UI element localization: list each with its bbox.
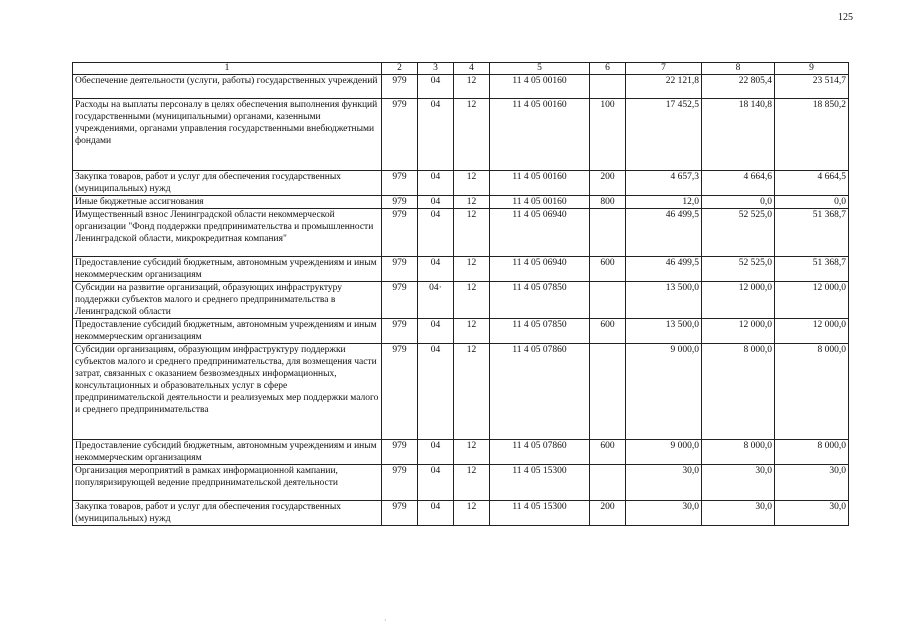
row-name-cell: Имущественный взнос Ленинградской области некоммерческой организации "Фонд поддержки предпринимательства и промышленности Ленинградской области, микрокредитная компания" [73,209,382,257]
column-header: 6 [590,63,626,75]
column-header: 4 [454,63,490,75]
value-col7-cell: 9 000,0 [626,440,702,465]
expense-type-cell: 200 [590,171,626,196]
value-col7-cell: 46 499,5 [626,209,702,257]
row-name-cell: Обеспечение деятельности (услуги, работы) государственных учреждений [73,75,382,99]
value-col8-cell: 0,0 [702,196,775,209]
value-col8-cell: 30,0 [702,465,775,501]
subsection-cell: 12 [454,465,490,501]
row-name-cell: Расходы на выплаты персоналу в целях обеспечения выполнения функций государственными (муниципальными) органами, казенными учреждениями, органами управления государственными внебюджетными фондами [73,99,382,171]
table-row [73,319,849,344]
value-col9-cell: 30,0 [775,465,849,501]
target-article-cell: 11 4 05 00160 [490,99,590,171]
admin-code-cell: 979 [382,501,418,526]
expense-type-cell [590,209,626,257]
section-cell: 04 [418,99,454,171]
target-article-cell: 11 4 05 00160 [490,171,590,196]
column-header: 8 [702,63,775,75]
row-name-cell: Организация мероприятий в рамках информационной кампании, популяризирующей ведение предпринимательской деятельности [73,465,382,501]
row-name-cell: Предоставление субсидий бюджетным, автономным учреждениям и иным некоммерческим организациям [73,440,382,465]
value-col9-cell: 8 000,0 [775,440,849,465]
admin-code-cell: 979 [382,196,418,209]
footer-mark: · [384,616,387,625]
value-col8-cell: 8 000,0 [702,344,775,440]
admin-code-cell: 979 [382,440,418,465]
value-col9-cell: 4 664,5 [775,171,849,196]
value-col9-cell: 0,0 [775,196,849,209]
admin-code-cell: 979 [382,282,418,319]
value-col8-cell: 4 664,6 [702,171,775,196]
admin-code-cell: 979 [382,344,418,440]
section-cell: 04 [418,171,454,196]
table-row [73,440,849,465]
value-col8-cell: 18 140,8 [702,99,775,171]
expense-type-cell: 600 [590,257,626,282]
expense-type-cell: 200 [590,501,626,526]
expense-type-cell: 100 [590,99,626,171]
expense-type-cell [590,465,626,501]
column-header: 2 [382,63,418,75]
table-row [73,196,849,209]
target-article-cell: 11 4 05 07850 [490,282,590,319]
target-article-cell: 11 4 05 07850 [490,319,590,344]
value-col9-cell: 8 000,0 [775,344,849,440]
section-cell: 04 [418,319,454,344]
table-row [73,171,849,196]
value-col8-cell: 12 000,0 [702,282,775,319]
page-number: 125 [838,12,853,23]
subsection-cell: 12 [454,209,490,257]
admin-code-cell: 979 [382,465,418,501]
column-header: 1 [73,63,382,75]
subsection-cell: 12 [454,196,490,209]
section-cell: 04 [418,209,454,257]
section-cell: 04 [418,196,454,209]
row-name-cell: Предоставление субсидий бюджетным, автономным учреждениям и иным некоммерческим организациям [73,319,382,344]
value-col9-cell: 23 514,7 [775,75,849,99]
table-row [73,75,849,99]
value-col7-cell: 17 452,5 [626,99,702,171]
target-article-cell: 11 4 05 15300 [490,465,590,501]
row-name-cell: Иные бюджетные ассигнования [73,196,382,209]
section-cell: 04· [418,282,454,319]
admin-code-cell: 979 [382,99,418,171]
row-name-cell: Субсидии на развитие организаций, образующих инфраструктуру поддержки субъектов малого и среднего предпринимательства в Ленинградской области [73,282,382,319]
row-name-cell: Закупка товаров, работ и услуг для обеспечения государственных (муниципальных) нужд [73,171,382,196]
column-header: 9 [775,63,849,75]
table-row [73,99,849,171]
admin-code-cell: 979 [382,171,418,196]
value-col7-cell: 12,0 [626,196,702,209]
row-name-cell: Закупка товаров, работ и услуг для обеспечения государственных (муниципальных) нужд [73,501,382,526]
value-col8-cell: 12 000,0 [702,319,775,344]
target-article-cell: 11 4 05 00160 [490,196,590,209]
value-col9-cell: 51 368,7 [775,209,849,257]
value-col8-cell: 8 000,0 [702,440,775,465]
column-header: 5 [490,63,590,75]
subsection-cell: 12 [454,440,490,465]
header-row [73,63,849,75]
value-col7-cell: 4 657,3 [626,171,702,196]
admin-code-cell: 979 [382,257,418,282]
column-header: 3 [418,63,454,75]
target-article-cell: 11 4 05 07860 [490,344,590,440]
table-row [73,465,849,501]
value-col8-cell: 52 525,0 [702,257,775,282]
value-col7-cell: 22 121,8 [626,75,702,99]
value-col7-cell: 9 000,0 [626,344,702,440]
admin-code-cell: 979 [382,209,418,257]
subsection-cell: 12 [454,344,490,440]
table-row [73,501,849,526]
subsection-cell: 12 [454,501,490,526]
value-col9-cell: 51 368,7 [775,257,849,282]
section-cell: 04 [418,344,454,440]
target-article-cell: 11 4 05 15300 [490,501,590,526]
value-col9-cell: 12 000,0 [775,282,849,319]
expense-type-cell: 600 [590,319,626,344]
table-row [73,257,849,282]
table-row [73,344,849,440]
section-cell: 04 [418,440,454,465]
section-cell: 04 [418,257,454,282]
expense-type-cell: 800 [590,196,626,209]
expense-type-cell [590,282,626,319]
subsection-cell: 12 [454,75,490,99]
table-row [73,209,849,257]
value-col7-cell: 30,0 [626,501,702,526]
value-col8-cell: 52 525,0 [702,209,775,257]
subsection-cell: 12 [454,171,490,196]
admin-code-cell: 979 [382,75,418,99]
row-name-cell: Субсидии организациям, образующим инфраструктуру поддержки субъектов малого и среднего предпринимательства, для возмещения части затрат, связанных с оказанием безвозмездных информационных, консультационных и образовательных услуг в сфере предпринимательской деятельности и реализуемых мер поддержки малого и среднего предпринимательства [73,344,382,440]
target-article-cell: 11 4 05 07860 [490,440,590,465]
subsection-cell: 12 [454,282,490,319]
section-cell: 04 [418,75,454,99]
expense-type-cell [590,344,626,440]
value-col9-cell: 12 000,0 [775,319,849,344]
section-cell: 04 [418,465,454,501]
column-header: 7 [626,63,702,75]
subsection-cell: 12 [454,319,490,344]
value-col8-cell: 22 805,4 [702,75,775,99]
table-row [73,282,849,319]
admin-code-cell: 979 [382,319,418,344]
target-article-cell: 11 4 05 00160 [490,75,590,99]
row-name-cell: Предоставление субсидий бюджетным, автономным учреждениям и иным некоммерческим организациям [73,257,382,282]
target-article-cell: 11 4 05 06940 [490,257,590,282]
section-cell: 04 [418,501,454,526]
value-col8-cell: 30,0 [702,501,775,526]
value-col7-cell: 46 499,5 [626,257,702,282]
value-col9-cell: 18 850,2 [775,99,849,171]
expense-type-cell: 600 [590,440,626,465]
budget-table [72,62,849,526]
value-col7-cell: 13 500,0 [626,319,702,344]
value-col7-cell: 13 500,0 [626,282,702,319]
value-col7-cell: 30,0 [626,465,702,501]
target-article-cell: 11 4 05 06940 [490,209,590,257]
subsection-cell: 12 [454,257,490,282]
expense-type-cell [590,75,626,99]
value-col9-cell: 30,0 [775,501,849,526]
subsection-cell: 12 [454,99,490,171]
